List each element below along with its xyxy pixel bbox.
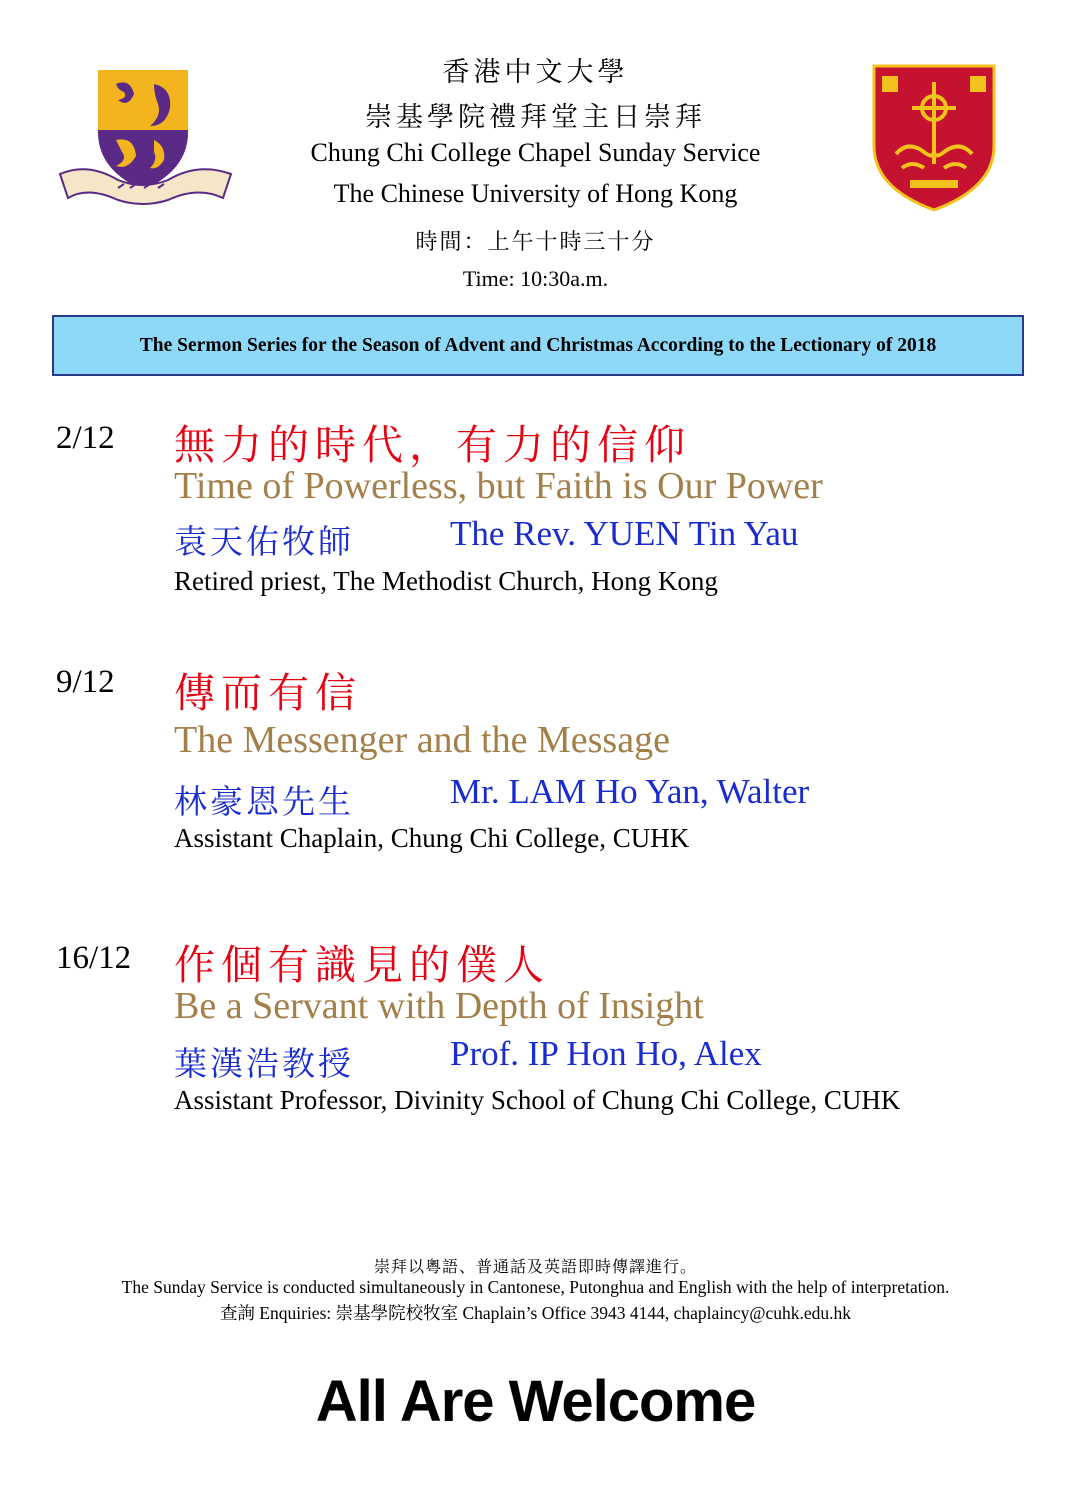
speaker-name-cn: 葉漢浩教授 [174,1044,354,1083]
sermon-title-cn: 傳而有信 [174,669,362,717]
sermon-title-en: Be a Servant with Depth of Insight [174,985,704,1027]
speaker-name-en: Prof. IP Hon Ho, Alex [450,1034,762,1073]
language-note-en: The Sunday Service is conducted simultaneously in Cantonese, Putonghua and English with the help of interpretation. [121,1277,950,1297]
language-note-cn: 崇拜以粵語、普通話及英語即時傳譯進行。 [373,1257,697,1276]
enquiries-line: 查詢 Enquiries: 崇基學院校牧室 Chaplain’s Office 3943 4144, chaplaincy@cuhk.edu.hk [219,1303,852,1323]
sermon-date: 16/12 [56,940,132,976]
university-name-cn: 香港中文大學 [442,57,629,88]
speaker-name-en: The Rev. YUEN Tin Yau [450,514,799,553]
speaker-role: Retired priest, The Methodist Church, Hong Kong [174,566,718,596]
university-name-en: The Chinese University of Hong Kong [333,179,738,208]
sermon-series-banner: The Sermon Series for the Season of Advent and Christmas According to the Lectionary of 2018 [52,315,1024,376]
chapel-service-en: Chung Chi College Chapel Sunday Service [310,138,761,167]
speaker-role: Assistant Chaplain, Chung Chi College, CUHK [174,823,690,853]
speaker-name-cn: 袁天佑牧師 [174,522,354,561]
service-time-en: Time: 10:30a.m. [462,266,609,291]
sermon-title-cn: 作個有識見的僕人 [174,941,550,989]
sermon-date: 2/12 [56,420,115,456]
sermon-date: 9/12 [56,664,115,700]
service-time-cn: 時間：上午十時三十分 [415,230,656,255]
sermon-title-cn: 無力的時代，有力的信仰 [174,421,691,469]
chapel-service-cn: 崇基學院禮拜堂主日崇拜 [365,102,706,133]
sermon-title-en: Time of Powerless, but Faith is Our Power [174,465,823,507]
speaker-name-en: Mr. LAM Ho Yan, Walter [450,772,810,811]
speaker-role: Assistant Professor, Divinity School of Chung Chi College, CUHK [174,1085,901,1115]
welcome-heading: All Are Welcome [315,1369,756,1434]
speaker-name-cn: 林豪恩先生 [174,782,354,821]
sermon-title-en: The Messenger and the Message [174,719,670,761]
